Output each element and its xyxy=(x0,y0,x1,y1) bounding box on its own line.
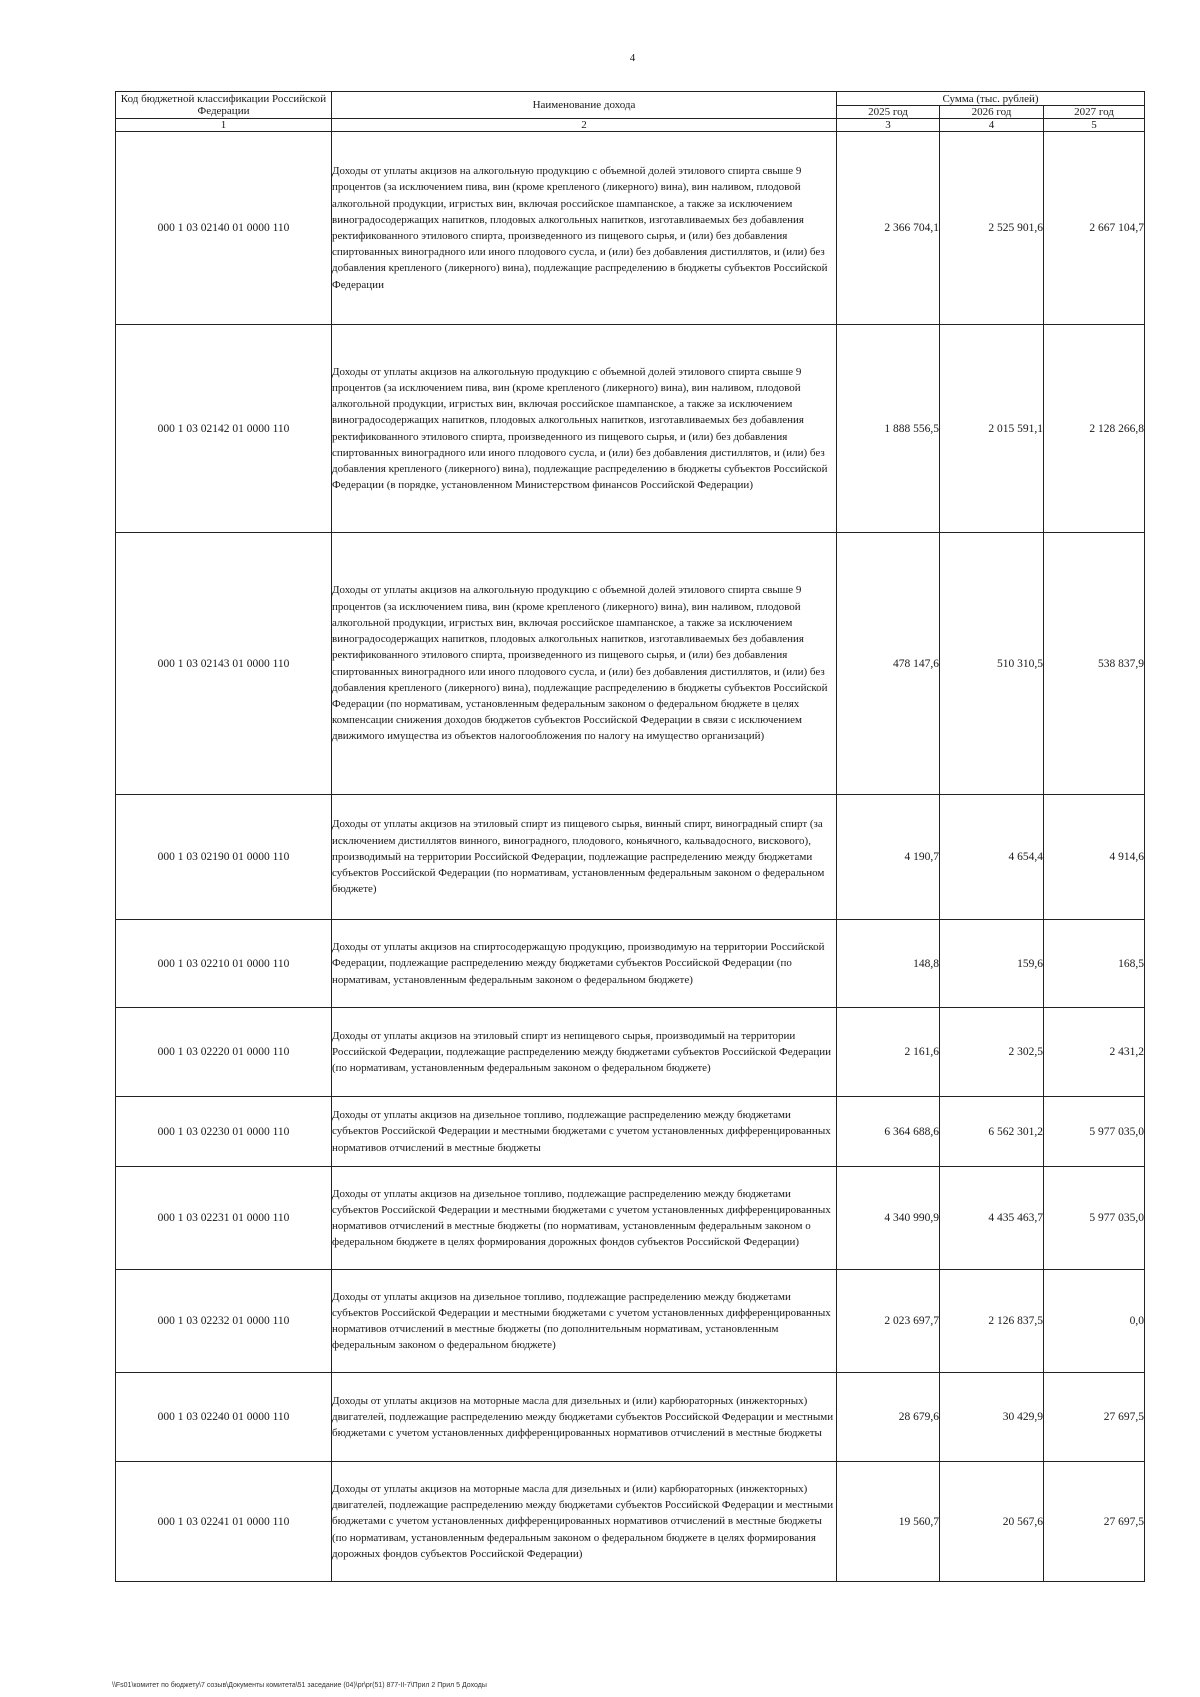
row-value-2026: 30 429,9 xyxy=(940,1373,1044,1462)
header-year-2027: 2027 год xyxy=(1044,106,1145,119)
table-row xyxy=(116,1270,1145,1373)
row-code: 000 1 03 02231 01 0000 110 xyxy=(116,1167,332,1270)
row-value-2025: 2 023 697,7 xyxy=(837,1270,940,1373)
header-col-num-3: 3 xyxy=(837,119,940,132)
row-value-2025: 4 340 990,9 xyxy=(837,1167,940,1270)
row-value-2026: 2 126 837,5 xyxy=(940,1270,1044,1373)
header-year-2025: 2025 год xyxy=(837,106,940,119)
header-col-num-2: 2 xyxy=(332,119,837,132)
table-row xyxy=(116,920,1145,1008)
row-code: 000 1 03 02210 01 0000 110 xyxy=(116,920,332,1008)
row-value-2027: 5 977 035,0 xyxy=(1044,1167,1145,1270)
row-value-2025: 478 147,6 xyxy=(837,533,940,795)
row-code: 000 1 03 02240 01 0000 110 xyxy=(116,1373,332,1462)
row-value-2025: 4 190,7 xyxy=(837,795,940,920)
row-code: 000 1 03 02143 01 0000 110 xyxy=(116,533,332,795)
row-value-2026: 2 302,5 xyxy=(940,1008,1044,1097)
row-value-2025: 6 364 688,6 xyxy=(837,1097,940,1167)
row-name: Доходы от уплаты акцизов на этиловый спирт из пищевого сырья, винный спирт, виноградный спирт (за исключением дистиллятов винного, виноградного, плодового, коньячного, кальвадосного, вискового), производимый на территории Российской Федерации, подлежащие распределению между бюджетами субъектов Российской Федерации (по нормативам, установленным федеральным законом о федеральном бюджете) xyxy=(332,795,837,920)
row-value-2027: 538 837,9 xyxy=(1044,533,1145,795)
table-row xyxy=(116,1373,1145,1462)
row-value-2025: 2 161,6 xyxy=(837,1008,940,1097)
row-code: 000 1 03 02140 01 0000 110 xyxy=(116,132,332,325)
row-value-2027: 168,5 xyxy=(1044,920,1145,1008)
row-value-2026: 20 567,6 xyxy=(940,1462,1044,1582)
row-name: Доходы от уплаты акцизов на спиртосодержащую продукцию, производимую на территории Российской Федерации, подлежащие распределению между бюджетами субъектов Российской Федерации (по нормативам, установленным федеральным законом о федеральном бюджете) xyxy=(332,920,837,1008)
row-value-2027: 2 431,2 xyxy=(1044,1008,1145,1097)
row-name: Доходы от уплаты акцизов на алкогольную продукцию с объемной долей этилового спирта свыше 9 процентов (за исключением пива, вин (кроме крепленого (ликерного) вина), вин наливом, плодовой алкогольной продукции, игристых вин, включая российское шампанское, а также за исключением виноградосодержащих напитков, плодовых алкогольных напитков, изготавливаемых без добавления ректификованного этилового спирта, произведенного из пищевого сырья, и (или) без добавления спиртованных виноградного или иного плодового сусла, и (или) без добавления дистиллятов, и (или) без добавления крепленого (ликерного) вина), подлежащие распределению в бюджеты субъектов Российской Федерации xyxy=(332,132,837,325)
row-value-2025: 28 679,6 xyxy=(837,1373,940,1462)
row-value-2027: 5 977 035,0 xyxy=(1044,1097,1145,1167)
row-name: Доходы от уплаты акцизов на моторные масла для дизельных и (или) карбюраторных (инжекторных) двигателей, подлежащие распределению между бюджетами субъектов Российской Федерации и местными бюджетами с учетом установленных дифференцированных нормативов отчислений в местные бюджеты (по нормативам, установленным федеральным законом о федеральном бюджете в целях формирования дорожных фондов субъектов Российской Федерации) xyxy=(332,1462,837,1582)
footer-file-path: \\Fs01\комитет по бюджету\7 созыв\Документы комитета\51 заседание (04)\pr\pr(51) 877-II-7\Прил 2 Прил 5 Доходы xyxy=(112,1682,487,1689)
row-code: 000 1 03 02232 01 0000 110 xyxy=(116,1270,332,1373)
row-value-2027: 2 667 104,7 xyxy=(1044,132,1145,325)
row-value-2026: 159,6 xyxy=(940,920,1044,1008)
table-row xyxy=(116,325,1145,533)
table-row xyxy=(116,132,1145,325)
row-name: Доходы от уплаты акцизов на моторные масла для дизельных и (или) карбюраторных (инжекторных) двигателей, подлежащие распределению между бюджетами субъектов Российской Федерации и местными бюджетами с учетом установленных дифференцированных нормативов отчислений в местные бюджеты xyxy=(332,1373,837,1462)
table-row xyxy=(116,533,1145,795)
row-value-2027: 27 697,5 xyxy=(1044,1462,1145,1582)
row-value-2026: 2 525 901,6 xyxy=(940,132,1044,325)
table-row xyxy=(116,1008,1145,1097)
table-body xyxy=(116,132,1145,1582)
table-row xyxy=(116,1167,1145,1270)
row-code: 000 1 03 02190 01 0000 110 xyxy=(116,795,332,920)
row-name: Доходы от уплаты акцизов на алкогольную продукцию с объемной долей этилового спирта свыше 9 процентов (за исключением пива, вин (кроме крепленого (ликерного) вина), вин наливом, плодовой алкогольной продукции, игристых вин, включая российское шампанское, а также за исключением виноградосодержащих напитков, плодовых алкогольных напитков, изготавливаемых без добавления ректификованного этилового спирта, произведенного из пищевого сырья, и (или) без добавления спиртованных виноградного или иного плодового сусла, и (или) без добавления дистиллятов, и (или) без добавления крепленого (ликерного) вина), подлежащие распределению в бюджеты субъектов Российской Федерации (в порядке, установленном Министерством финансов Российской Федерации) xyxy=(332,325,837,533)
row-name: Доходы от уплаты акцизов на дизельное топливо, подлежащие распределению между бюджетами субъектов Российской Федерации и местными бюджетами с учетом установленных дифференцированных нормативов отчислений в местные бюджеты xyxy=(332,1097,837,1167)
row-value-2027: 4 914,6 xyxy=(1044,795,1145,920)
header-sum: Сумма (тыс. рублей) xyxy=(837,92,1145,106)
header-col-num-4: 4 xyxy=(940,119,1044,132)
header-year-2026: 2026 год xyxy=(940,106,1044,119)
table-row xyxy=(116,1462,1145,1582)
row-code: 000 1 03 02241 01 0000 110 xyxy=(116,1462,332,1582)
header-code: Код бюджетной классификации Российской Федерации xyxy=(116,92,332,119)
row-value-2025: 2 366 704,1 xyxy=(837,132,940,325)
row-value-2025: 148,8 xyxy=(837,920,940,1008)
row-value-2025: 1 888 556,5 xyxy=(837,325,940,533)
header-col-num-1: 1 xyxy=(116,119,332,132)
row-value-2025: 19 560,7 xyxy=(837,1462,940,1582)
row-value-2026: 510 310,5 xyxy=(940,533,1044,795)
row-name: Доходы от уплаты акцизов на алкогольную продукцию с объемной долей этилового спирта свыше 9 процентов (за исключением пива, вин (кроме крепленого (ликерного) вина), вин наливом, плодовой алкогольной продукции, игристых вин, включая российское шампанское, а также за исключением виноградосодержащих напитков, плодовых алкогольных напитков, изготавливаемых без добавления ректификованного этилового спирта, произведенного из пищевого сырья, и (или) без добавления спиртованных виноградного или иного плодового сусла, и (или) без добавления дистиллятов, и (или) без добавления крепленого (ликерного) вина), подлежащие распределению в бюджеты субъектов Российской Федерации (по нормативам, установленным федеральным законом о федеральном бюджете в целях компенсации снижения доходов бюджетов субъектов Российской Федерации в связи с исключением движимого имущества из объектов налогообложения по налогу на имущество организаций) xyxy=(332,533,837,795)
row-name: Доходы от уплаты акцизов на дизельное топливо, подлежащие распределению между бюджетами субъектов Российской Федерации и местными бюджетами с учетом установленных дифференцированных нормативов отчислений в местные бюджеты (по нормативам, установленным федеральным законом о федеральном бюджете в целях формирования дорожных фондов субъектов Российской Федерации) xyxy=(332,1167,837,1270)
row-value-2026: 4 435 463,7 xyxy=(940,1167,1044,1270)
page-number: 4 xyxy=(629,52,636,64)
header-name: Наименование дохода xyxy=(332,92,837,119)
row-value-2027: 0,0 xyxy=(1044,1270,1145,1373)
row-value-2026: 6 562 301,2 xyxy=(940,1097,1044,1167)
row-name: Доходы от уплаты акцизов на дизельное топливо, подлежащие распределению между бюджетами субъектов Российской Федерации и местными бюджетами с учетом установленных дифференцированных нормативов отчислений в местные бюджеты (по дополнительным нормативам, установленным федеральным законом о федеральном бюджете) xyxy=(332,1270,837,1373)
row-code: 000 1 03 02142 01 0000 110 xyxy=(116,325,332,533)
row-code: 000 1 03 02230 01 0000 110 xyxy=(116,1097,332,1167)
row-name: Доходы от уплаты акцизов на этиловый спирт из непищевого сырья, производимый на территории Российской Федерации, подлежащие распределению между бюджетами субъектов Российской Федерации (по нормативам, установленным федеральным законом о федеральном бюджете) xyxy=(332,1008,837,1097)
revenue-table xyxy=(115,91,1145,1582)
table-header xyxy=(116,92,1145,132)
row-code: 000 1 03 02220 01 0000 110 xyxy=(116,1008,332,1097)
row-value-2027: 27 697,5 xyxy=(1044,1373,1145,1462)
row-value-2027: 2 128 266,8 xyxy=(1044,325,1145,533)
row-value-2026: 4 654,4 xyxy=(940,795,1044,920)
header-col-num-5: 5 xyxy=(1044,119,1145,132)
table-row xyxy=(116,795,1145,920)
row-value-2026: 2 015 591,1 xyxy=(940,325,1044,533)
table-row xyxy=(116,1097,1145,1167)
